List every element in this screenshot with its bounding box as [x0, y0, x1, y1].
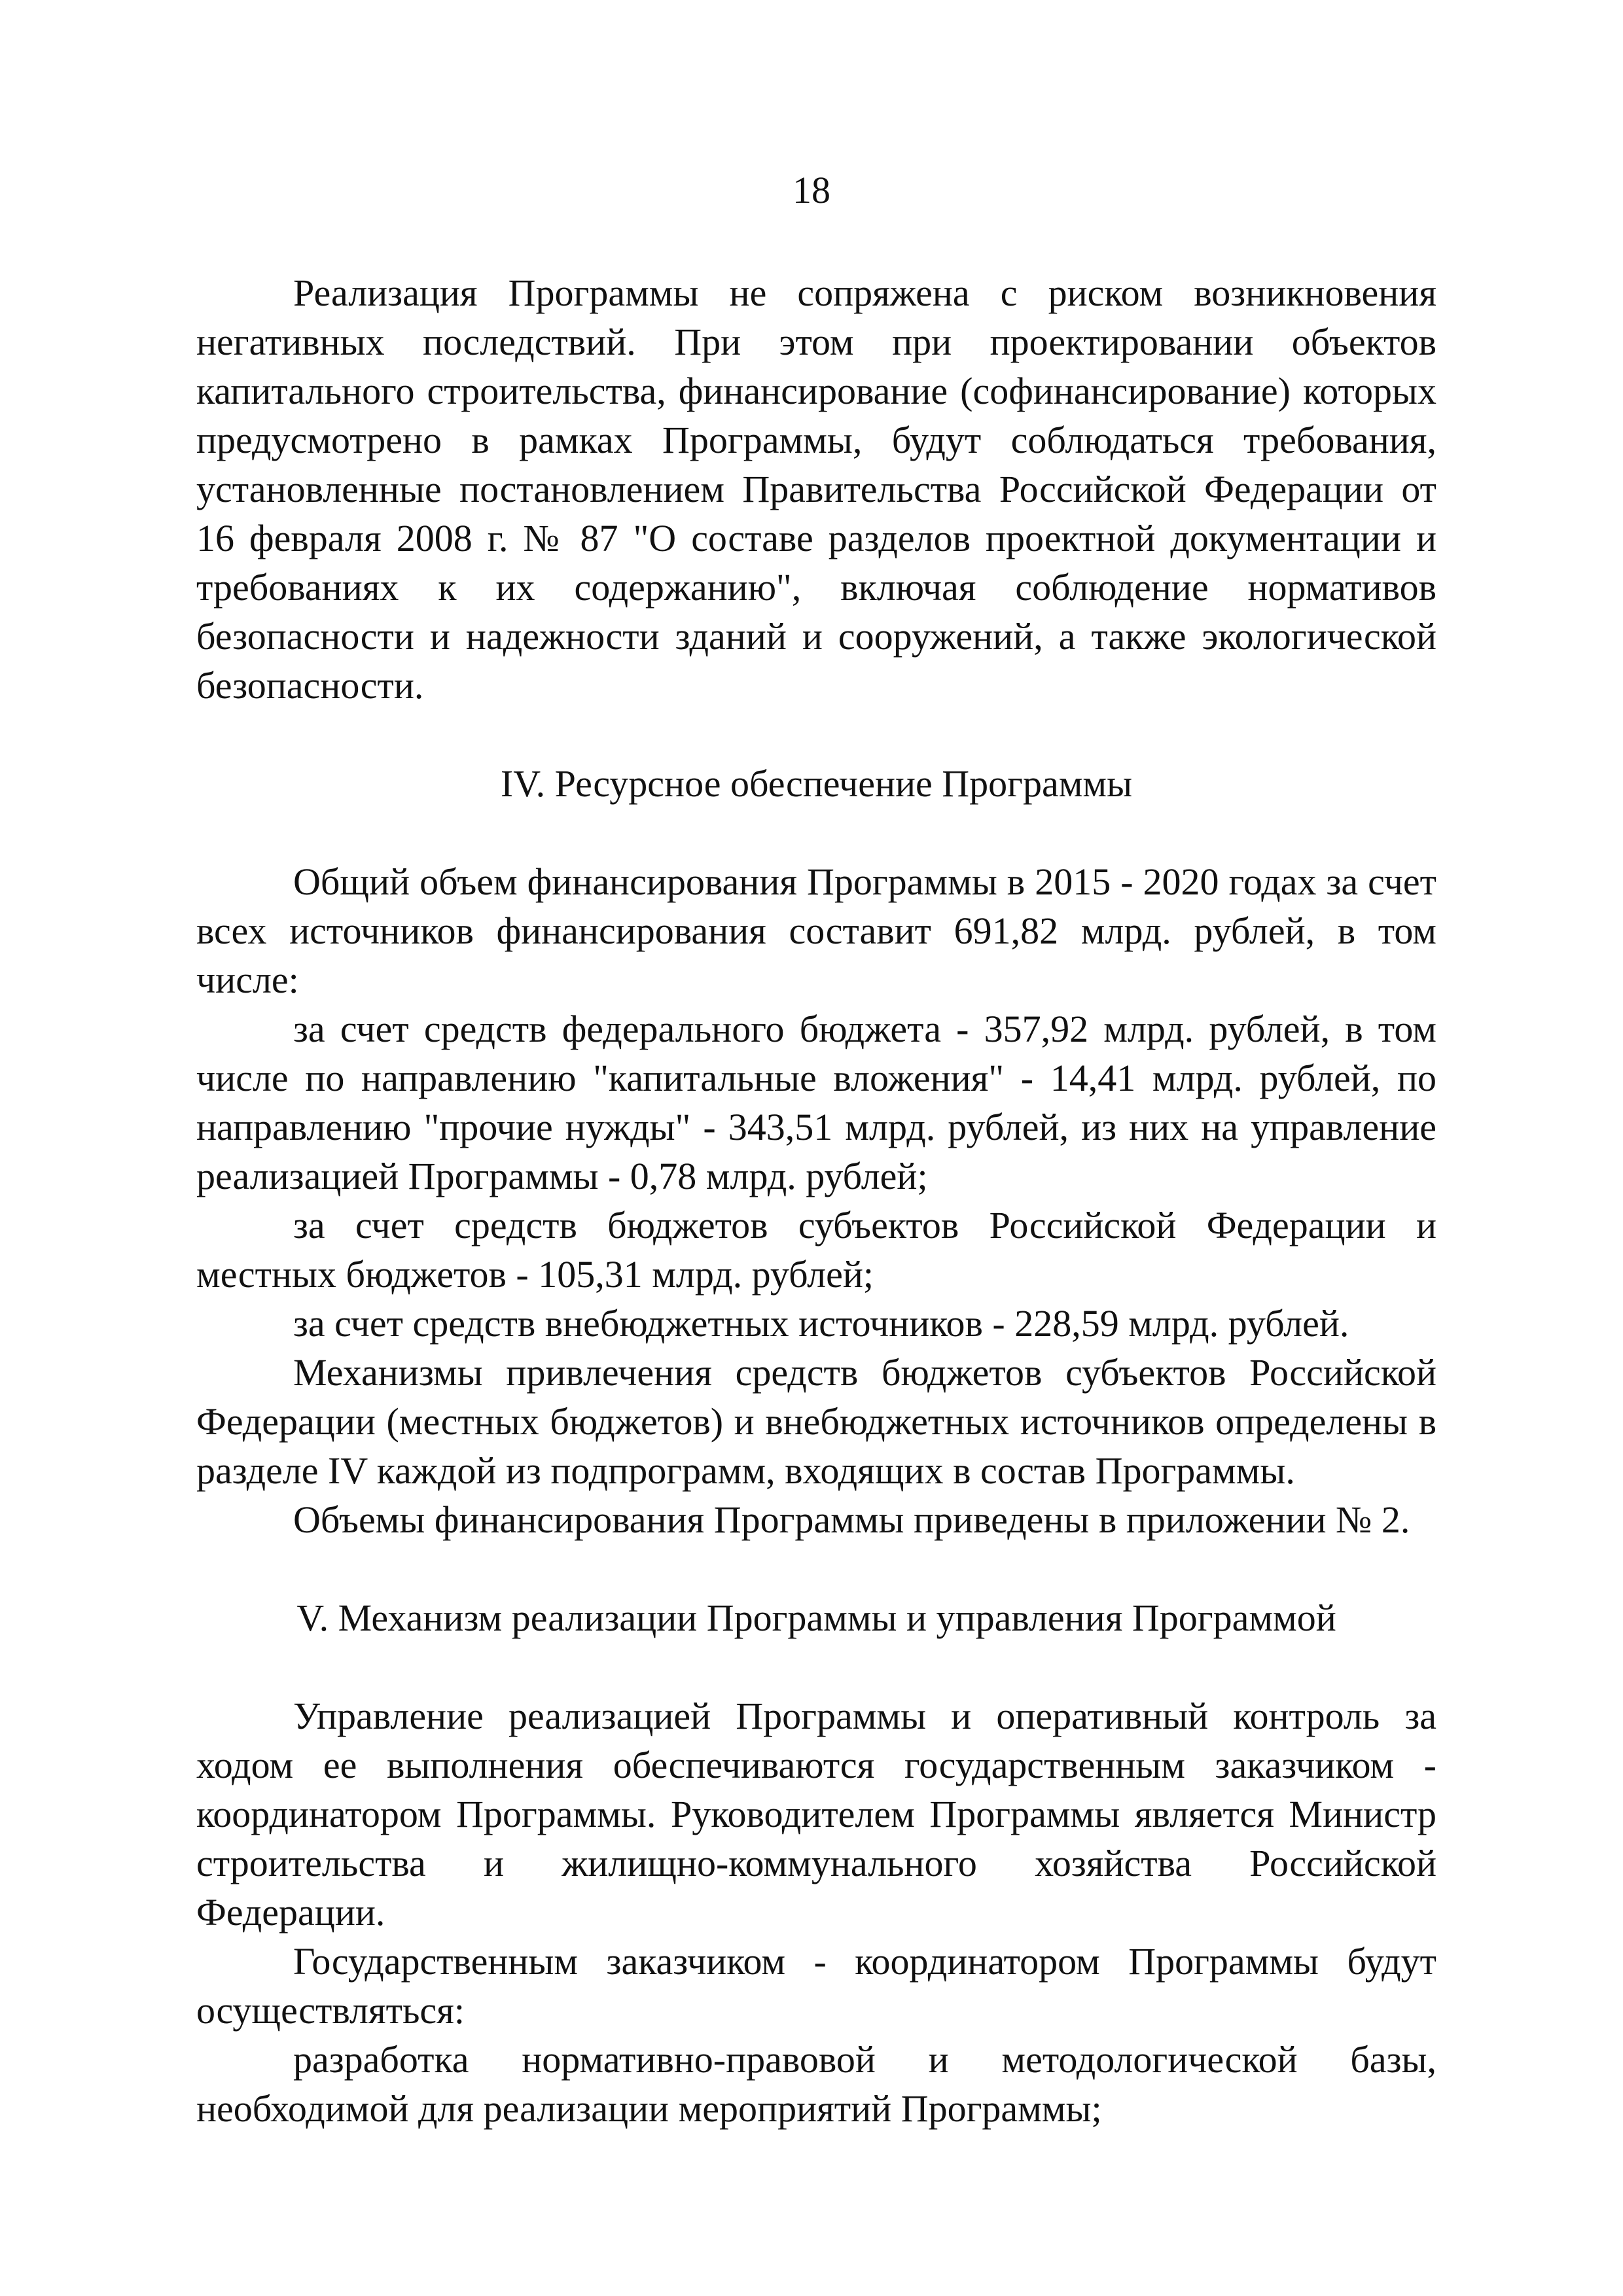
section-heading-iv: IV. Ресурсное обеспечение Программы — [500, 762, 1133, 805]
paragraph-extrabudgetary: за счет средств внебюджетных источников - 228,59 млрд. рублей. — [293, 1302, 1349, 1345]
paragraph-program-management: Управление реализацией Программы и оперативный контроль за ходом ее выполнения обеспечиваются государственным заказчиком - координатором Программы. Руководителем Программы является Министр строительства и жилищно-коммунального хозяйства Российской Федерации. — [196, 1695, 1436, 1934]
paragraph-funding-mechanisms: Механизмы привлечения средств бюджетов субъектов Российской Федерации (местных бюджетов) и внебюджетных источников определены в разделе IV каждой из подпрограмм, входящих в состав Программы. — [196, 1351, 1436, 1492]
paragraph-risk: Реализация Программы не сопряжена с риском возникновения негативных последствий. При этом при проектировании объектов капитального строительства, финансирование (софинансирование) которых предусмотрено в рамках Программы, будут соблюдаться требования, установленные постановлением Правительства Российской Федерации от 16 февраля 2008 г. № 87 "О составе разделов проектной документации и требованиях к их содержанию", включая соблюдение нормативов безопасности и надежности зданий и сооружений, а также экологической безопасности. — [196, 272, 1436, 707]
paragraph-appendix-reference: Объемы финансирования Программы приведены в приложении № 2. — [293, 1498, 1410, 1541]
paragraph-total-funding: Общий объем финансирования Программы в 2015 - 2020 годах за счет всех источников финансирования составит 691,82 млрд. рублей, в том числе: — [196, 860, 1436, 1001]
paragraph-federal-budget: за счет средств федерального бюджета - 357,92 млрд. рублей, в том числе по направлению "капитальные вложения" - 14,41 млрд. рублей, по направлению "прочие нужды" - 343,51 млрд. рублей, из них на управление реализацией Программы - 0,78 млрд. рублей; — [196, 1008, 1436, 1197]
paragraph-regulatory-base: разработка нормативно-правовой и методологической базы, необходимой для реализации мероприятий Программы; — [196, 2038, 1436, 2130]
paragraph-coordinator-duties: Государственным заказчиком - координатором Программы будут осуществляться: — [196, 1940, 1436, 2032]
document-body — [196, 268, 1436, 2133]
section-heading-v: V. Механизм реализации Программы и управления Программой — [296, 1597, 1336, 1639]
page-number: 18 — [793, 169, 830, 211]
paragraph-regional-budgets: за счет средств бюджетов субъектов Российской Федерации и местных бюджетов - 105,31 млрд. рублей; — [196, 1204, 1436, 1296]
